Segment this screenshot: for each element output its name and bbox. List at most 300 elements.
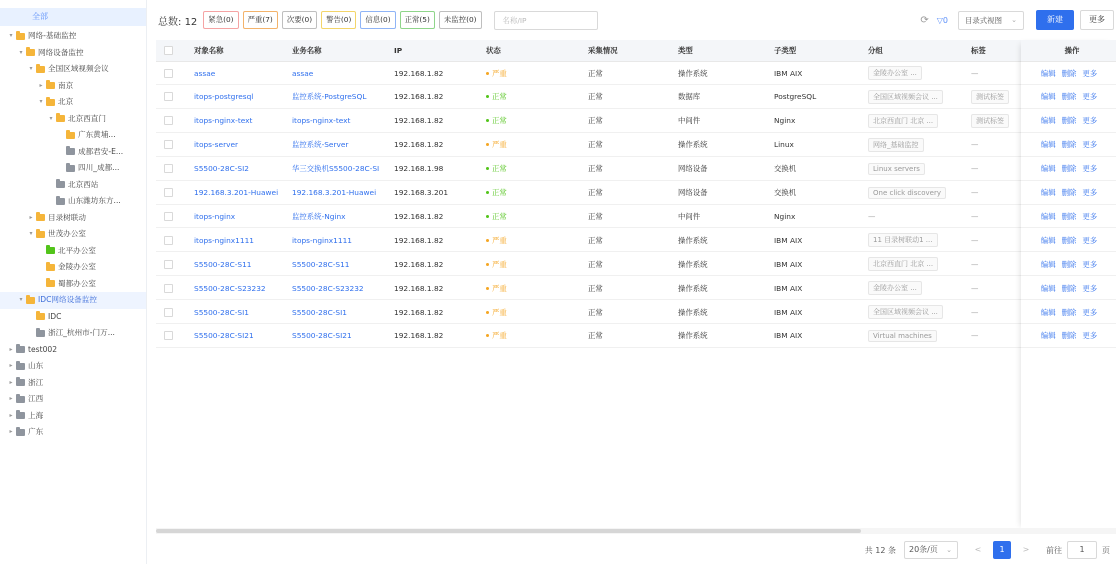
delete-link[interactable]: 删除 xyxy=(1061,92,1077,102)
cell-text[interactable]: assae xyxy=(292,68,314,78)
folder-icon xyxy=(16,363,25,370)
more-link[interactable]: 更多 xyxy=(1082,140,1098,150)
filter-icon[interactable]: ▽0 xyxy=(936,15,948,25)
cell-text[interactable]: itops-nginx-text xyxy=(292,116,351,126)
tag-cell xyxy=(971,205,1016,227)
label-tag: — xyxy=(971,68,979,78)
table-cell: 操作系统 xyxy=(678,259,708,269)
more-link[interactable]: 更多 xyxy=(1082,283,1098,293)
row-actions xyxy=(1028,277,1116,299)
severity-filter-chip[interactable]: 紧急(0) xyxy=(203,11,238,29)
total-value: 12 xyxy=(184,16,198,28)
cell-text[interactable]: S5500-28C-S23232 xyxy=(194,283,266,293)
caret-right-icon[interactable]: ▸ xyxy=(9,345,13,353)
row-actions xyxy=(1028,62,1116,84)
group-cell xyxy=(868,158,968,180)
tree-node[interactable] xyxy=(0,408,146,425)
table-cell: 192.168.1.82 xyxy=(394,116,444,126)
page-size-value: 20条/页 xyxy=(909,545,938,554)
business-name-link[interactable] xyxy=(292,158,387,180)
tree-node[interactable] xyxy=(0,292,146,309)
row-actions xyxy=(1028,229,1116,251)
cell-text[interactable]: S5500-28C-SI21 xyxy=(194,331,254,341)
status-cell xyxy=(486,158,581,180)
table-cell: PostgreSQL xyxy=(774,92,817,102)
delete-link[interactable]: 删除 xyxy=(1061,68,1077,78)
table-cell: 正常 xyxy=(588,259,603,269)
table-cell: 操作系统 xyxy=(678,331,708,341)
row-checkbox[interactable] xyxy=(164,62,184,84)
folder-icon xyxy=(46,99,55,106)
tree-node-label: 全国区域视频会议 xyxy=(48,64,109,73)
cell-text[interactable]: 华三交换机S5500-28C-SI xyxy=(292,164,380,174)
folder-icon xyxy=(36,330,45,337)
delete-link[interactable]: 删除 xyxy=(1061,235,1077,245)
group-cell xyxy=(868,205,968,227)
row-checkbox[interactable] xyxy=(164,182,184,204)
folder-icon xyxy=(16,412,25,419)
severity-filter-chips xyxy=(203,11,485,29)
tree-node[interactable] xyxy=(0,111,146,128)
column-header[interactable]: IP xyxy=(394,46,403,55)
table-row[interactable] xyxy=(156,62,1116,85)
status-dot-icon xyxy=(486,311,489,314)
row-checkbox[interactable] xyxy=(164,301,184,323)
caret-right-icon[interactable]: ▸ xyxy=(9,411,13,419)
edit-link[interactable]: 编辑 xyxy=(1040,307,1056,317)
tree-node-label: IDC xyxy=(48,311,62,321)
cell-text[interactable]: itops-nginx xyxy=(194,211,236,221)
toolbar-right xyxy=(920,9,1118,31)
group-tag: 金陵办公室 ... xyxy=(868,66,922,80)
row-checkbox[interactable] xyxy=(164,110,184,132)
column-header[interactable]: 状态 xyxy=(486,46,501,55)
tag-cell xyxy=(971,229,1016,251)
group-cell xyxy=(868,62,968,84)
table-cell: 192.168.1.98 xyxy=(394,164,444,174)
object-name-link[interactable] xyxy=(194,86,289,108)
table-cell: Nginx xyxy=(774,211,796,221)
more-link[interactable]: 更多 xyxy=(1082,92,1098,102)
more-link[interactable]: 更多 xyxy=(1082,331,1098,341)
status-cell xyxy=(486,110,581,132)
tree-node-label: 世茂办公室 xyxy=(48,229,86,238)
edit-link[interactable]: 编辑 xyxy=(1040,140,1056,150)
business-name-link[interactable] xyxy=(292,205,387,227)
tree-node[interactable] xyxy=(0,94,146,111)
cell-text[interactable]: S5500-28C-SI2 xyxy=(194,164,249,174)
horizontal-scrollbar[interactable] xyxy=(156,528,1116,534)
table-row[interactable] xyxy=(156,325,1116,348)
object-name-link[interactable] xyxy=(194,229,289,251)
delete-link[interactable]: 删除 xyxy=(1061,116,1077,126)
business-name-link[interactable] xyxy=(292,229,387,251)
caret-right-icon[interactable]: ▸ xyxy=(9,378,13,386)
caret-right-icon[interactable]: ▸ xyxy=(9,362,13,369)
folder-icon xyxy=(56,115,65,122)
object-name-link[interactable] xyxy=(194,62,289,84)
status-cell xyxy=(486,205,581,227)
refresh-icon[interactable]: ⟳ xyxy=(920,14,929,26)
select-all-checkbox[interactable] xyxy=(164,40,184,61)
group-tag: 网络_基础监控 xyxy=(868,138,924,152)
prev-page-button[interactable]: < xyxy=(974,545,982,554)
folder-icon xyxy=(26,49,35,56)
object-name-link[interactable] xyxy=(194,134,289,156)
row-checkbox[interactable] xyxy=(164,325,184,347)
folder-icon xyxy=(16,396,25,403)
status-text: 严重 xyxy=(492,68,507,78)
status-cell xyxy=(486,325,581,347)
delete-link[interactable]: 删除 xyxy=(1061,211,1077,221)
table-cell: 192.168.1.82 xyxy=(394,68,444,78)
toolbar xyxy=(148,9,1118,31)
tree-node[interactable] xyxy=(0,342,146,359)
folder-icon xyxy=(26,297,35,304)
folder-icon xyxy=(46,264,55,271)
group-tag: 全国区域视频会议 ... xyxy=(868,305,943,319)
table-row[interactable] xyxy=(156,229,1116,252)
tree-node[interactable] xyxy=(0,160,146,177)
severity-filter-chip[interactable]: 正常(5) xyxy=(400,11,435,29)
edit-link[interactable]: 编辑 xyxy=(1040,235,1056,245)
cell-text[interactable]: itops-server xyxy=(194,140,239,150)
tree-node-label: 北京 xyxy=(58,97,74,106)
next-page-button[interactable]: > xyxy=(1022,545,1030,554)
status-dot-icon xyxy=(486,95,489,98)
status-dot-icon xyxy=(486,167,489,170)
search-input[interactable]: 名称/IP xyxy=(494,11,598,30)
severity-filter-chip[interactable]: 信息(0) xyxy=(360,11,395,29)
cell-text[interactable]: S5500-28C-SI21 xyxy=(292,331,352,341)
goto-label: 前往 xyxy=(1046,545,1062,555)
page-size-select[interactable] xyxy=(904,541,958,559)
object-name-link[interactable] xyxy=(194,110,289,132)
delete-link[interactable]: 删除 xyxy=(1061,331,1077,341)
severity-filter-chip[interactable]: 警告(0) xyxy=(321,11,356,29)
column-header[interactable]: 分组 xyxy=(868,46,883,55)
row-checkbox[interactable] xyxy=(164,229,184,251)
column-header[interactable]: 对象名称 xyxy=(194,46,224,55)
tree-node-label: 四川_成都... xyxy=(78,163,120,172)
object-name-link[interactable] xyxy=(194,277,289,299)
object-name-link[interactable] xyxy=(194,182,289,204)
edit-link[interactable]: 编辑 xyxy=(1040,283,1056,293)
row-actions xyxy=(1028,205,1116,227)
table-cell: 操作系统 xyxy=(678,140,708,150)
folder-icon xyxy=(56,181,65,188)
table-cell: 192.168.1.82 xyxy=(394,92,444,102)
folder-icon xyxy=(46,280,55,287)
more-link[interactable]: 更多 xyxy=(1082,211,1098,221)
status-text: 严重 xyxy=(492,283,507,293)
label-tag: — xyxy=(971,140,979,150)
business-name-link[interactable] xyxy=(292,301,387,323)
delete-link[interactable]: 删除 xyxy=(1061,259,1077,269)
column-header[interactable]: 业务名称 xyxy=(292,46,322,55)
table-cell: 网络设备 xyxy=(678,188,708,197)
edit-link[interactable]: 编辑 xyxy=(1040,211,1056,221)
goto-page-input[interactable]: 1 xyxy=(1067,541,1097,559)
caret-down-icon[interactable]: ▾ xyxy=(19,296,23,303)
folder-icon xyxy=(16,346,25,353)
table-cell: 操作系统 xyxy=(678,235,708,245)
status-cell xyxy=(486,301,581,323)
delete-link[interactable]: 删除 xyxy=(1061,140,1077,150)
tree-node[interactable] xyxy=(0,259,146,276)
group-cell xyxy=(868,134,968,156)
table-cell: 正常 xyxy=(588,164,603,174)
tree-node-label: test002 xyxy=(28,344,58,354)
business-name-link[interactable] xyxy=(292,86,387,108)
cell-text[interactable]: S5500-28C-SI1 xyxy=(194,307,249,317)
tree-node[interactable] xyxy=(0,45,146,62)
table-cell: Nginx xyxy=(774,116,796,126)
cell-text[interactable]: 监控系统-Nginx xyxy=(292,211,346,221)
group-tag: — xyxy=(868,211,876,221)
table-cell: 正常 xyxy=(588,68,603,78)
group-tag: 北京西直门 北京 ... xyxy=(868,257,938,271)
caret-right-icon[interactable]: ▸ xyxy=(9,395,13,402)
business-name-link[interactable] xyxy=(292,253,387,275)
delete-link[interactable]: 删除 xyxy=(1061,188,1077,197)
row-actions xyxy=(1028,182,1116,204)
folder-icon xyxy=(36,313,45,320)
folder-icon xyxy=(36,214,45,221)
business-name-link[interactable] xyxy=(292,110,387,132)
table-cell: IBM AIX xyxy=(774,68,803,78)
folder-icon xyxy=(46,247,55,254)
tree-node-label: 广东 xyxy=(28,427,44,436)
row-checkbox[interactable] xyxy=(164,205,184,227)
status-cell xyxy=(486,134,581,156)
column-header[interactable]: 类型 xyxy=(678,46,693,55)
status-dot-icon xyxy=(486,119,489,122)
table-cell: 操作系统 xyxy=(678,68,708,78)
table-cell: 数据库 xyxy=(678,92,701,102)
row-checkbox[interactable] xyxy=(164,158,184,180)
edit-link[interactable]: 编辑 xyxy=(1040,188,1056,197)
table-row[interactable] xyxy=(156,182,1116,205)
tree-node[interactable] xyxy=(0,78,146,95)
more-link[interactable]: 更多 xyxy=(1082,235,1098,245)
column-header[interactable]: 操作 xyxy=(1064,46,1080,55)
status-cell xyxy=(486,86,581,108)
more-link[interactable]: 更多 xyxy=(1082,116,1098,126)
folder-icon xyxy=(16,379,25,386)
cell-text[interactable]: S5500-28C-S11 xyxy=(292,259,350,269)
tree-list xyxy=(0,28,146,441)
folder-icon xyxy=(36,66,45,73)
row-actions xyxy=(1028,253,1116,275)
scrollbar-thumb[interactable] xyxy=(156,529,861,533)
cell-text[interactable]: 监控系统-Server xyxy=(292,140,349,150)
business-name-link[interactable] xyxy=(292,277,387,299)
status-cell xyxy=(486,182,581,204)
row-actions xyxy=(1028,301,1116,323)
tree-node[interactable] xyxy=(0,424,146,441)
table-row[interactable] xyxy=(156,253,1116,276)
table-row[interactable] xyxy=(156,205,1116,228)
object-name-link[interactable] xyxy=(194,325,289,347)
object-name-link[interactable] xyxy=(194,158,289,180)
new-button[interactable]: 新建 xyxy=(1036,10,1074,30)
tree-node[interactable] xyxy=(0,325,146,342)
cell-text[interactable]: S5500-28C-S11 xyxy=(194,259,252,269)
status-dot-icon xyxy=(486,263,489,266)
cell-text[interactable]: S5500-28C-S23232 xyxy=(292,283,364,293)
tree-node-label: 北京西直门 xyxy=(68,113,106,123)
object-name-link[interactable] xyxy=(194,253,289,275)
caret-right-icon[interactable]: ▸ xyxy=(39,81,43,89)
caret-down-icon[interactable]: ▾ xyxy=(9,32,13,39)
delete-link[interactable]: 删除 xyxy=(1061,307,1077,317)
tree-node[interactable] xyxy=(0,28,146,45)
table-cell: IBM AIX xyxy=(774,259,803,269)
cell-text[interactable]: S5500-28C-SI1 xyxy=(292,307,347,317)
status-text: 正常 xyxy=(492,116,507,126)
tree-node[interactable] xyxy=(0,193,146,210)
edit-link[interactable]: 编辑 xyxy=(1040,116,1056,126)
business-name-link[interactable] xyxy=(292,134,387,156)
tree-node-label: 网络-基础监控 xyxy=(28,31,77,40)
row-actions xyxy=(1028,158,1116,180)
label-tag: — xyxy=(971,283,979,293)
tree-node[interactable] xyxy=(0,144,146,161)
tree-node-label: 山东潍坊东方... xyxy=(68,196,121,205)
label-tag: — xyxy=(971,235,979,245)
tree-node[interactable] xyxy=(0,391,146,408)
page-number-button[interactable]: 1 xyxy=(993,541,1011,559)
table-row[interactable] xyxy=(156,301,1116,324)
business-name-link[interactable] xyxy=(292,182,387,204)
tree-node[interactable] xyxy=(0,276,146,293)
cell-text[interactable]: itops-nginx1111 xyxy=(194,235,254,245)
cell-text[interactable]: 192.168.3.201-Huawei xyxy=(194,188,279,197)
pagination-total: 共 12 条 xyxy=(864,545,896,555)
folder-icon xyxy=(16,33,25,40)
group-tag: 金陵办公室 ... xyxy=(868,281,922,295)
row-checkbox[interactable] xyxy=(164,134,184,156)
caret-down-icon[interactable]: ▾ xyxy=(29,65,33,72)
cell-text[interactable]: itops-nginx1111 xyxy=(292,235,352,245)
cell-text[interactable]: 监控系统-PostgreSQL xyxy=(292,92,367,102)
row-checkbox[interactable] xyxy=(164,86,184,108)
edit-link[interactable]: 编辑 xyxy=(1040,259,1056,269)
tree-node[interactable] xyxy=(0,375,146,392)
tree-node[interactable] xyxy=(0,177,146,194)
tag-cell xyxy=(971,134,1016,156)
status-text: 正常 xyxy=(492,211,507,221)
tree-node[interactable] xyxy=(0,358,146,375)
group-cell xyxy=(868,182,968,204)
tree-node[interactable] xyxy=(0,309,146,326)
delete-link[interactable]: 删除 xyxy=(1061,164,1077,174)
tag-cell xyxy=(971,277,1016,299)
table-header-row xyxy=(156,40,1116,62)
table-cell: 正常 xyxy=(588,235,603,245)
more-link[interactable]: 更多 xyxy=(1082,164,1098,174)
more-link[interactable]: 更多 xyxy=(1082,188,1098,197)
business-name-link[interactable] xyxy=(292,325,387,347)
table-row[interactable] xyxy=(156,110,1116,133)
edit-link[interactable]: 编辑 xyxy=(1040,68,1056,78)
tree-node[interactable] xyxy=(0,226,146,243)
view-select[interactable] xyxy=(958,11,1024,30)
severity-filter-chip[interactable]: 未监控(0) xyxy=(439,11,482,29)
group-cell xyxy=(868,253,968,275)
cell-text[interactable]: assae xyxy=(194,68,216,78)
tree-node-label: 蜀都办公室 xyxy=(58,278,96,288)
table-cell: 正常 xyxy=(588,140,603,150)
table-row[interactable] xyxy=(156,158,1116,181)
caret-down-icon[interactable]: ▾ xyxy=(49,114,53,122)
table-row[interactable] xyxy=(156,277,1116,300)
cell-text[interactable]: itops-nginx-text xyxy=(194,116,253,126)
severity-filter-chip[interactable]: 次要(0) xyxy=(282,11,317,29)
caret-down-icon[interactable]: ▾ xyxy=(19,48,23,56)
column-header[interactable]: 采集情况 xyxy=(588,46,618,55)
tag-cell xyxy=(971,182,1016,204)
group-tag: One click discovery xyxy=(868,187,946,199)
table-cell: 正常 xyxy=(588,211,603,221)
more-link[interactable]: 更多 xyxy=(1082,68,1098,78)
total-count xyxy=(158,13,197,28)
tree-node-label: 浙江_杭州市-门万... xyxy=(48,328,115,337)
table-cell: 操作系统 xyxy=(678,283,708,293)
cell-text[interactable]: itops-postgresql xyxy=(194,92,254,102)
tree-node[interactable] xyxy=(0,127,146,144)
more-link[interactable]: 更多 xyxy=(1082,307,1098,317)
cell-text[interactable]: 192.168.3.201-Huawei xyxy=(292,188,377,197)
tree-node[interactable] xyxy=(0,61,146,78)
tree-node-label: 南京 xyxy=(58,80,74,90)
caret-down-icon[interactable]: ▾ xyxy=(39,98,43,105)
tree-node-label: 广东黄埔... xyxy=(78,130,116,139)
table-cell: 正常 xyxy=(588,331,603,341)
status-text: 正常 xyxy=(492,92,507,102)
column-header[interactable]: 标签 xyxy=(971,46,986,55)
business-name-link[interactable] xyxy=(292,62,387,84)
table-cell: 正常 xyxy=(588,116,603,126)
severity-filter-chip[interactable]: 严重(7) xyxy=(243,11,278,29)
caret-right-icon[interactable]: ▸ xyxy=(9,428,13,435)
row-checkbox[interactable] xyxy=(164,253,184,275)
tree-node-label: 北京西站 xyxy=(68,179,99,189)
edit-link[interactable]: 编辑 xyxy=(1040,164,1056,174)
caret-down-icon[interactable]: ▾ xyxy=(29,230,33,237)
object-name-link[interactable] xyxy=(194,301,289,323)
table-row[interactable] xyxy=(156,86,1116,109)
caret-right-icon[interactable]: ▸ xyxy=(29,213,33,221)
table-cell: 192.168.1.82 xyxy=(394,331,444,341)
tree-node[interactable] xyxy=(0,210,146,227)
more-button[interactable]: 更多 xyxy=(1080,10,1114,30)
table-cell: 中间件 xyxy=(678,211,701,221)
tree-node[interactable] xyxy=(0,243,146,260)
table-row[interactable] xyxy=(156,134,1116,157)
status-cell xyxy=(486,62,581,84)
edit-link[interactable]: 编辑 xyxy=(1040,331,1056,341)
column-header[interactable]: 子类型 xyxy=(774,46,797,55)
edit-link[interactable]: 编辑 xyxy=(1040,92,1056,102)
status-cell xyxy=(486,253,581,275)
object-name-link[interactable] xyxy=(194,205,289,227)
row-checkbox[interactable] xyxy=(164,277,184,299)
delete-link[interactable]: 删除 xyxy=(1061,283,1077,293)
more-link[interactable]: 更多 xyxy=(1082,259,1098,269)
tree-all-node[interactable]: 全部 xyxy=(0,8,146,26)
